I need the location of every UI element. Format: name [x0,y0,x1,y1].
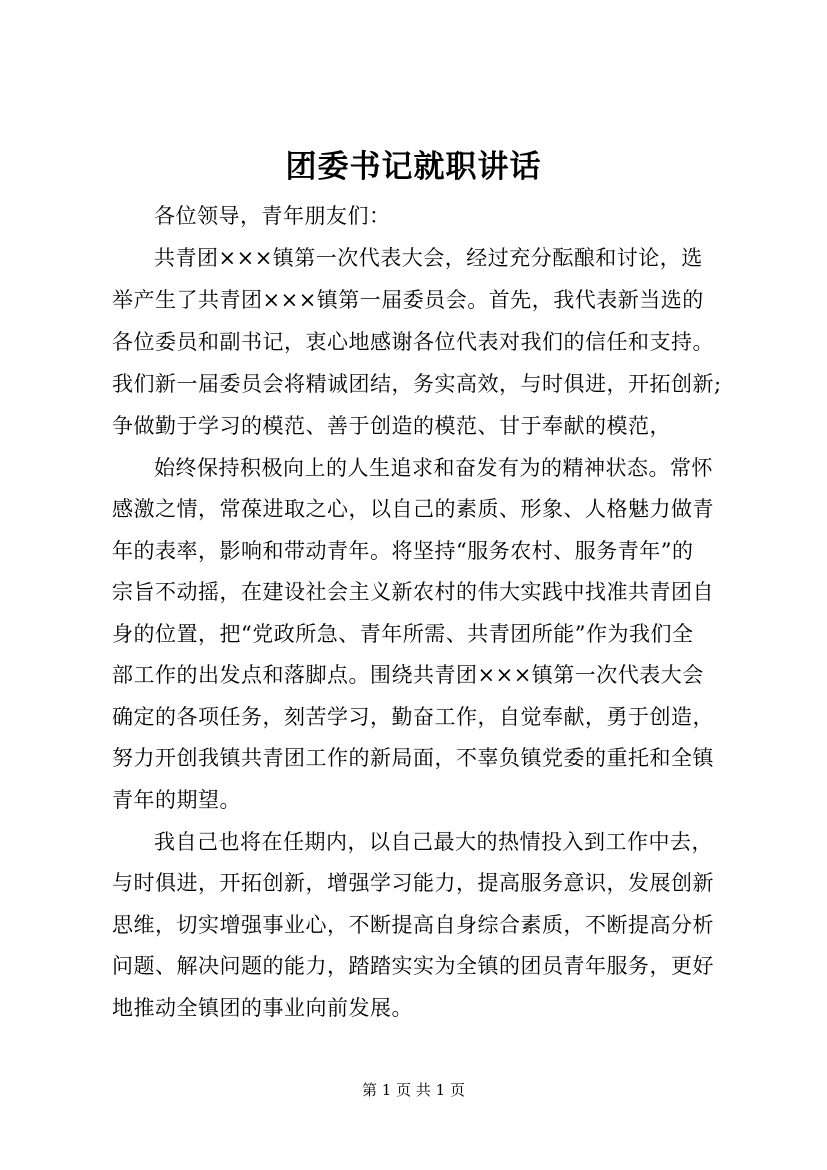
paragraph-3-line-3: 思维，切实增强事业心，不断提高自身综合素质，不断提高分析 [112,913,714,937]
salutation-line: 各位领导，青年朋友们： [154,204,391,228]
page-number-footer: 第 1 页 共 1 页 [362,1081,465,1099]
paragraph-1-line-5: 争做勤于学习的模范、善于创造的模范、甘于奉献的模范， [112,414,671,438]
paragraph-1-line-1: 共青团×××镇第一次代表大会，经过充分酝酿和讨论，选 [154,246,703,270]
document-title: 团委书记就职讲话 [285,149,542,185]
paragraph-2-line-6: 部工作的出发点和落脚点。围绕共青团×××镇第一次代表大会 [112,663,704,687]
paragraph-3-line-1: 我自己也将在任期内，以自己最大的热情投入到工作中去， [154,830,713,854]
paragraph-2-line-7: 确定的各项任务，刻苦学习，勤奋工作，自觉奉献，勇于创造， [112,705,714,729]
paragraph-2-line-5: 身的位置，把“党政所急、青年所需、共青团所能”作为我们全 [112,622,694,646]
paragraph-2-line-1: 始终保持积极向上的人生追求和奋发有为的精神状态。常怀 [154,456,713,480]
paragraph-1-line-4: 我们新一届委员会将精诚团结，务实高效，与时俱进，开拓创新; [112,372,722,396]
paragraph-2-line-8: 努力开创我镇共青团工作的新局面，不辜负镇党委的重托和全镇 [112,746,714,770]
paragraph-2-line-4: 宗旨不动摇，在建设社会主义新农村的伟大实践中找准共青团自 [112,580,714,604]
paragraph-2-line-2: 感激之情，常葆进取之心，以自己的素质、形象、人格魅力做青 [112,497,714,521]
paragraph-3-line-2: 与时俱进，开拓创新，增强学习能力，提高服务意识，发展创新 [112,871,714,895]
paragraph-3-line-5: 地推动全镇团的事业向前发展。 [112,996,413,1020]
paragraph-2-line-3: 年的表率，影响和带动青年。将坚持“服务农村、服务青年”的 [112,539,694,563]
paragraph-2-line-9: 青年的期望。 [112,788,241,812]
paragraph-1-line-3: 各位委员和副书记，衷心地感谢各位代表对我们的信任和支持。 [112,330,714,354]
paragraph-1-line-2: 举产生了共青团×××镇第一届委员会。首先，我代表新当选的 [112,288,704,312]
paragraph-3-line-4: 问题、解决问题的能力，踏踏实实为全镇的团员青年服务，更好 [112,954,714,978]
